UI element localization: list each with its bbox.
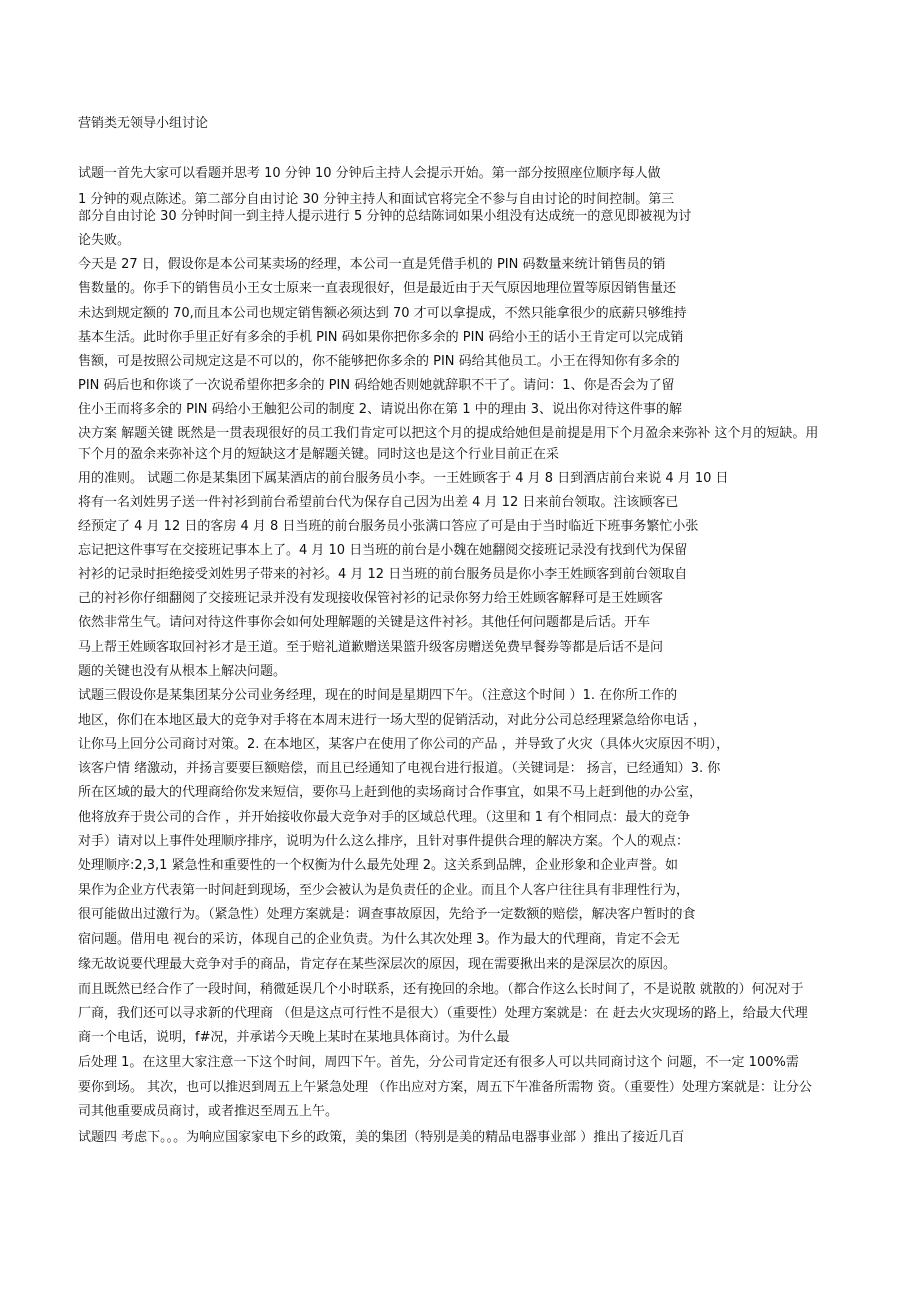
text-line: 下个月的盈余来弥补这个月的短缺这才是解题关键。同时这也是这个行业目前正在采 [78, 447, 560, 462]
text-line: 试题三假设你是某集团某分公司业务经理，现在的时间是星期四下午。（注意这个时间 ）1. 在你所工作的 [78, 688, 678, 703]
text-line: 用的准则。 试题二你是某集团下属某酒店的前台服务员小李。一王姓顾客于 4 月 8 日到酒店前台来说 4 月 10 日 [78, 471, 729, 486]
text-line: 决方案 解题关键 既然是一贯表现很好的员工我们肯定可以把这个月的提成给她但是前提是用下个月盈余来弥补 这个月的短缺。用 [78, 426, 819, 441]
text-line: 住小王而将多余的 PIN 码给小王触犯公司的制度 2、请说出你在第 1 中的理由 3、说出你对待这件事的解 [78, 402, 683, 417]
text-line: 经预定了 4 月 12 日的客房 4 月 8 日当班的前台服务员小张满口答应了可是由于当时临近下班事务繁忙小张 [78, 519, 699, 534]
text-line: 己的衬衫你仔细翻阅了交接班记录并没有发现接收保管衬衫的记录你努力给王姓顾客解释可是王姓顾客 [78, 591, 664, 606]
text-line: PIN 码后也和你谈了一次说希望你把多余的 PIN 码给她否则她就辞职不干了。请问：1、你是否会为了留 [78, 378, 675, 393]
text-line: 果作为企业方代表第一时间赶到现场，至少会被认为是负责任的企业。而且个人客户往往具有非理性行为， [78, 883, 690, 898]
text-line: 题的关键也没有从根本上解决问题。 [78, 664, 287, 679]
text-line: 厂商，我们还可以寻求新的代理商 （但是这点可行性不是很大）（重要性）处理方案就是：在 赶去火灾现场的路上，给最大代理 [78, 1006, 808, 1021]
text-line: 部分自由讨论 30 分钟时间一到主持人提示进行 5 分钟的总结陈词如果小组没有达成统一的意见即被视为讨 [78, 209, 692, 224]
text-line: 依然非常生气。请问对待这件事你会如何处理解题的关键是这件衬衫。其他任何问题都是后话。开车 [78, 615, 651, 630]
document-title: 营销类无领导小组讨论 [78, 116, 209, 131]
text-line: 让你马上回分公司商讨对策。2. 在本地区，某客户在使用了你公司的产品 ，并导致了火灾（具体火灾原因不明）， [78, 737, 730, 752]
text-line: 今天是 27 日，假设你是本公司某卖场的经理，本公司一直是凭借手机的 PIN 码数量来统计销售员的销 [78, 257, 666, 272]
text-line: 售额，可是按照公司规定这是不可以的，你不能够把你多余的 PIN 码给其他员工。小王在得知你有多余的 [78, 354, 680, 369]
text-line: 处理顺序:2,3,1 紧急性和重要性的一个权衡为什么最先处理 2。这关系到品牌，企业形象和企业声誉。如 [78, 858, 678, 873]
text-line: 忘记把这件事写在交接班记事本上了。4 月 10 日当班的前台是小魏在她翻阅交接班记录没有找到代为保留 [78, 543, 688, 558]
text-line: 司其他重要成员商讨，或者推迟至周五上午。 [78, 1104, 339, 1119]
text-line: 宿问题。借用电 视台的采访，体现自己的企业负责。为什么其次处理 3。作为最大的代理商，肯定不会无 [78, 932, 680, 947]
text-line: 缘无故说要代理最大竞争对手的商品，肯定存在某些深层次的原因，现在需要揪出来的是深层次的原因。 [78, 957, 677, 972]
text-line: 未达到规定额的 70,而且本公司也规定销售额必须达到 70 才可以拿提成，不然只能拿很少的底薪只够维持 [78, 306, 687, 321]
text-line: 很可能做出过激行为。（紧急性）处理方案就是：调查事故原因，先给予一定数额的赔偿，解决客户暂时的食 [78, 907, 696, 922]
text-line: 地区，你们在本地区最大的竞争对手将在本周末进行一场大型的促销活动，对此分公司总经理紧急给你电话 ， [78, 713, 707, 728]
text-line: 该客户情 绪激动，并扬言要要巨额赔偿，而且已经通知了电视台进行报道。（关键词是： 扬言，已经通知）3. 你 [78, 761, 721, 776]
text-line: 马上帮王姓顾客取回衬衫才是王道。至于赔礼道歉赠送果篮升级客房赠送免费早餐券等都是后话不是问 [78, 640, 664, 655]
text-line: 后处理 1。在这里大家注意一下这个时间，周四下午。首先，分公司肯定还有很多人可以共同商讨这个 问题，不一定 100%需 [78, 1055, 799, 1070]
text-line: 要你到场。 其次，也可以推迟到周五上午紧急处理 （作出应对方案，周五下午准备所需物 资。（重要性）处理方案就是：让分公 [78, 1080, 812, 1095]
text-line: 将有一名刘姓男子送一件衬衫到前台希望前台代为保存自己因为出差 4 月 12 日来前台领取。注该顾客已 [78, 495, 679, 510]
text-line: 而且既然已经合作了一段时间，稍微延误几个小时联系，还有挽回的余地。（都合作这么长时间了，不是说散 就散的）何况对于 [78, 982, 804, 997]
text-line: 试题四 考虑下。。。为响应国家家电下乡的政策，美的集团（特别是美的精品电器事业部 ）推出了接近几百 [78, 1130, 685, 1145]
text-line: 他将放弃于贵公司的合作 ，并开始接收你最大竞争对手的区域总代理。（这里和 1 有个相同点：最大的竞争 [78, 810, 691, 825]
text-line: 衬衫的记录时拒绝接受刘姓男子带来的衬衫。4 月 12 日当班的前台服务员是你小李王姓顾客到前台领取自 [78, 567, 688, 582]
text-line: 试题一首先大家可以看题并思考 10 分钟 10 分钟后主持人会提示开始。第一部分按照座位顺序每人做 [78, 166, 661, 181]
text-line: 基本生活。此时你手里正好有多余的手机 PIN 码如果你把你多余的 PIN 码给小王的话小王肯定可以完成销 [78, 330, 684, 345]
text-line: 商一个电话，说明，f#况，并承诺今天晚上某时在某地具体商讨。为什么最 [78, 1030, 510, 1045]
text-line: 1 分钟的观点陈述。第二部分自由讨论 30 分钟主持人和面试官将完全不参与自由讨论的时间控制。第三 [78, 192, 675, 207]
text-line: 论失败。 [78, 233, 131, 248]
text-line: 所在区域的最大的代理商给你发来短信，要你马上赶到他的卖场商讨合作事宜，如果不马上赶到他的办公室， [78, 785, 703, 800]
text-line: 对手）请对以上事件处理顺序排序，说明为什么这么排序，且针对事件提供合理的解决方案。个人的观点： [78, 834, 690, 849]
text-line: 售数量的。你手下的销售员小王女士原来一直表现很好，但是最近由于天气原因地理位置等原因销售量还 [78, 281, 677, 296]
